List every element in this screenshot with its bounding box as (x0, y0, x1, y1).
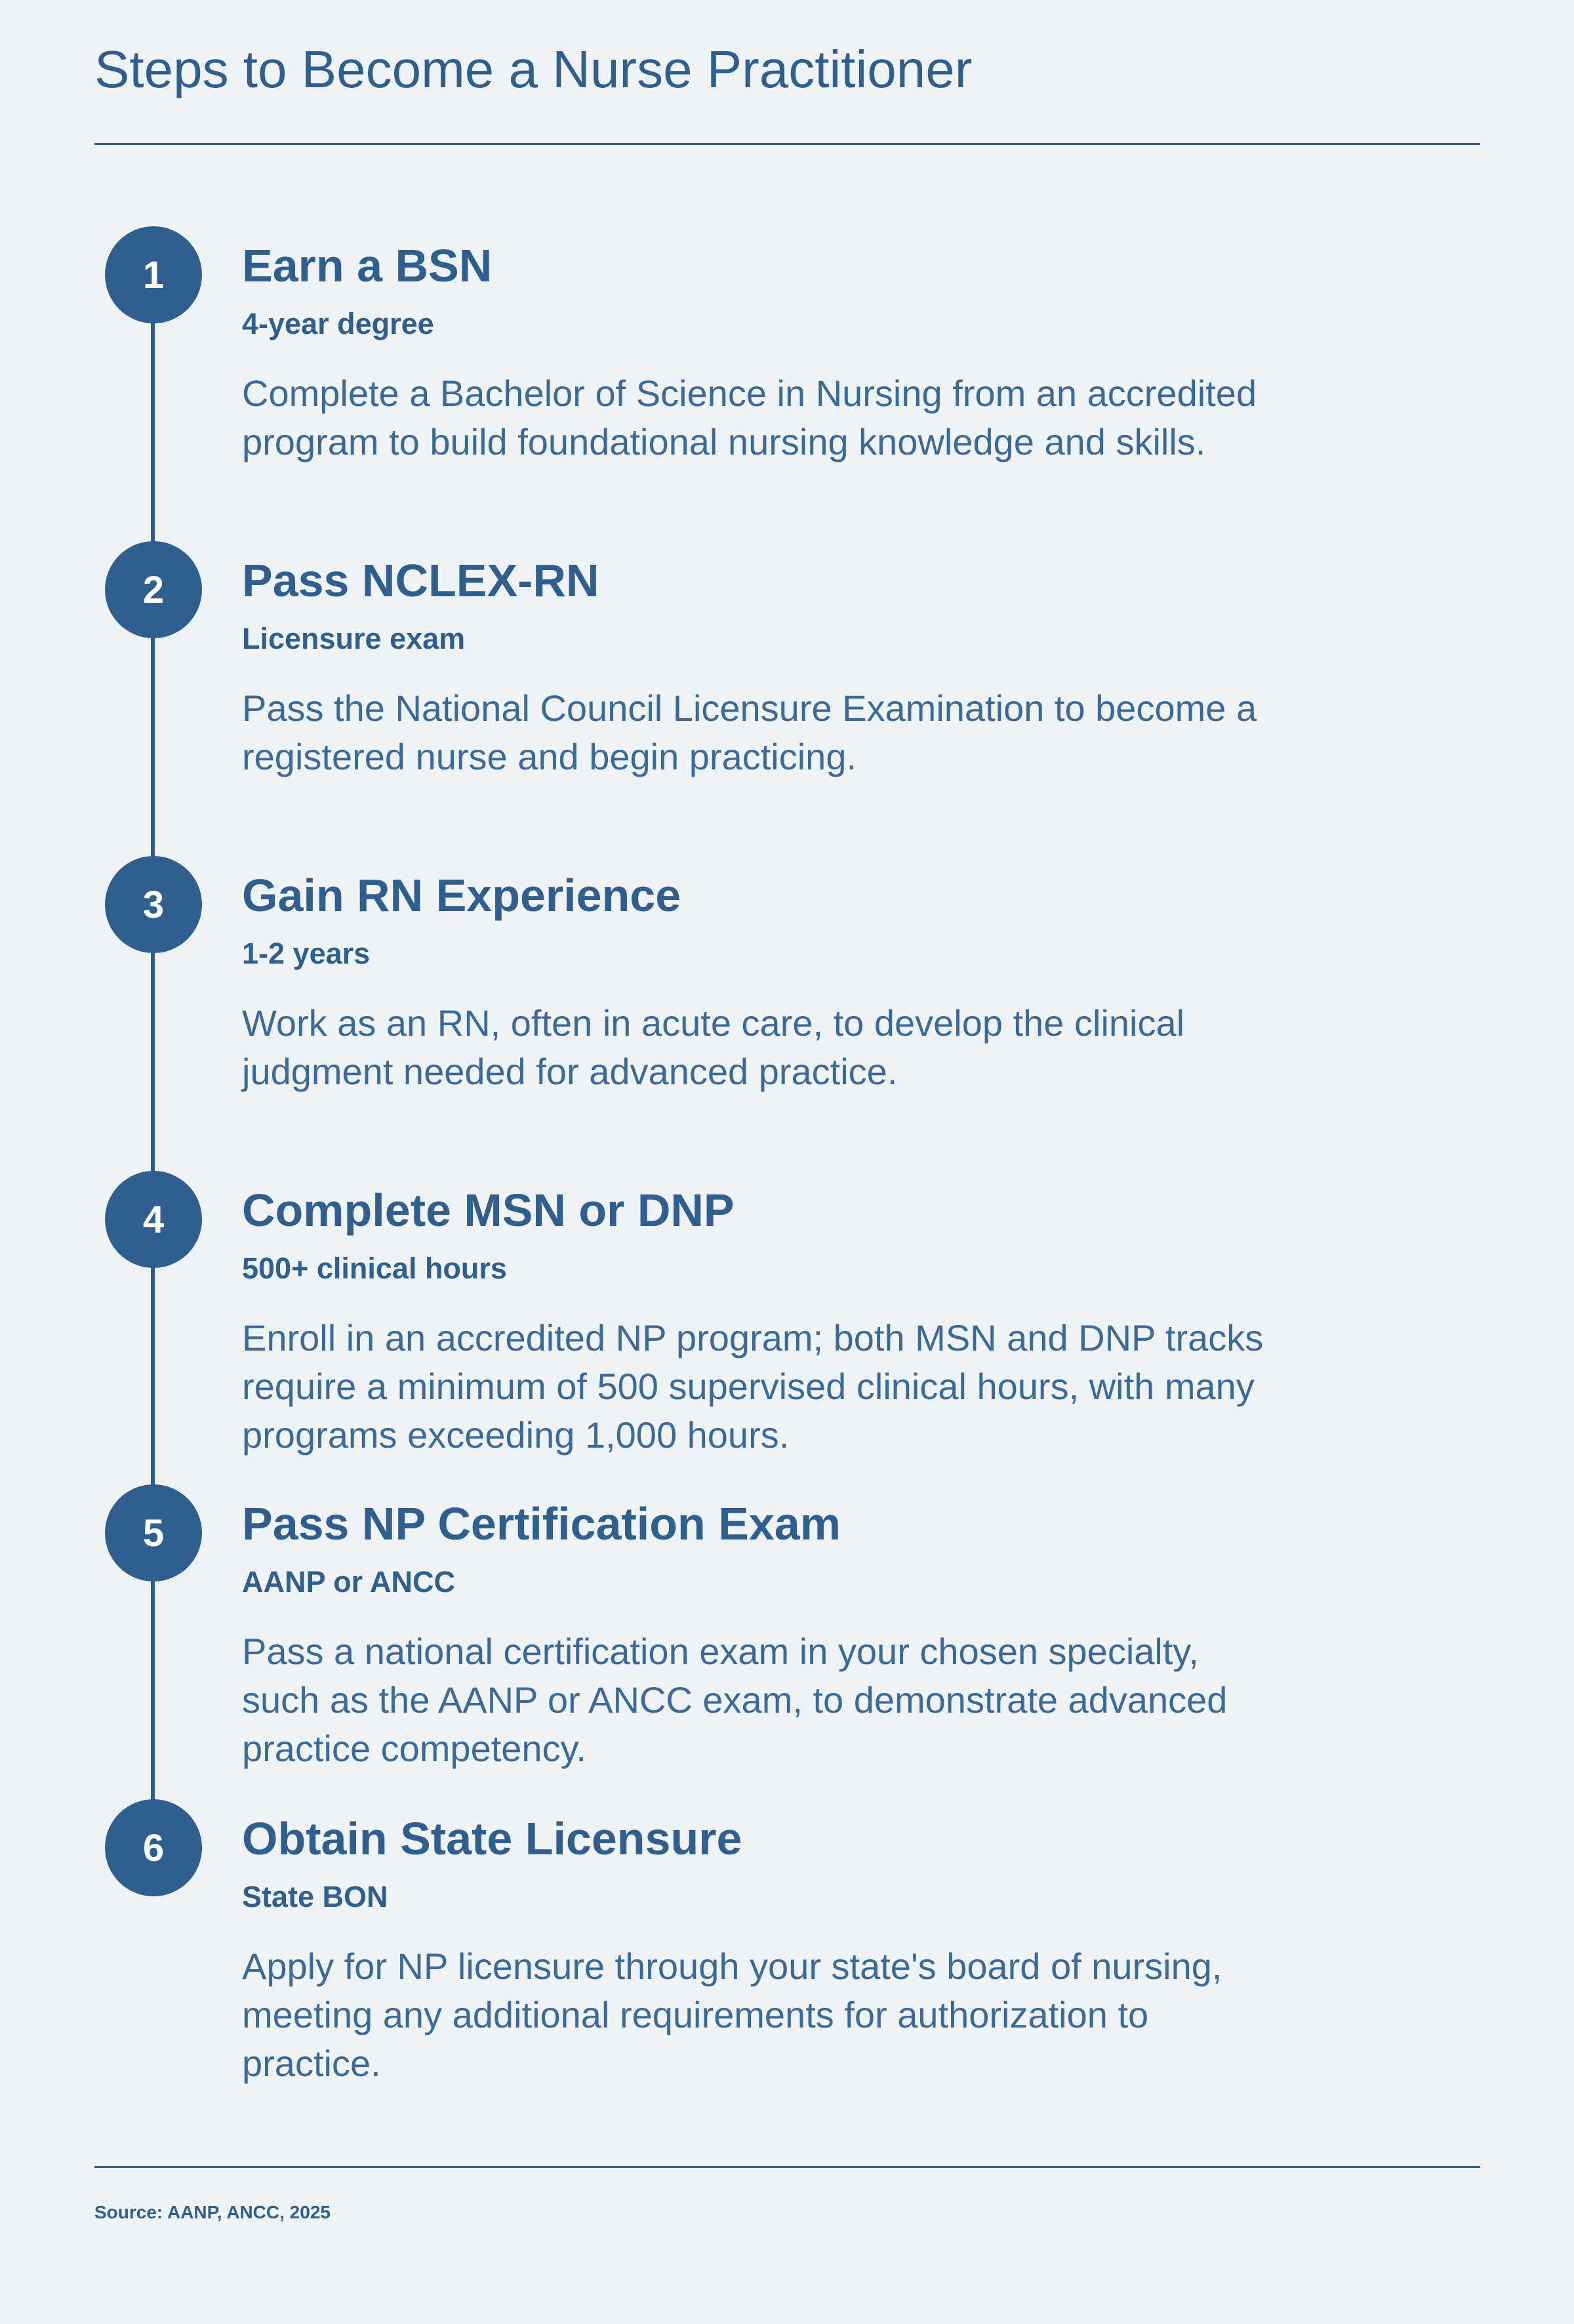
page-title: Steps to Become a Nurse Practitioner (94, 40, 973, 98)
step-title: Complete MSN or DNP (242, 1185, 735, 1236)
step-subtitle: 4-year degree (242, 307, 434, 340)
step-title: Earn a BSN (242, 240, 493, 291)
step-description: Pass a national certification exam in your chosen specialty, such as the AANP or ANCC exam, to demonstrate advanced practice competency. (242, 1631, 1228, 1769)
step-description: Work as an RN, often in acute care, to develop the clinical judgment needed for advanced practice. (242, 1002, 1185, 1092)
step-description: Enroll in an accredited NP program; both MSN and DNP tracks require a minimum of 500 supervised clinical hours, with many programs exceeding 1,000 hours. (242, 1317, 1264, 1456)
step-number-badge: 5 (105, 1484, 202, 1581)
step-description: Pass the National Council Licensure Examination to become a registered nurse and begin practicing. (242, 687, 1257, 777)
step-number-badge: 3 (105, 856, 202, 953)
step-title: Pass NP Certification Exam (242, 1498, 841, 1549)
source-note: Source: AANP, ANCC, 2025 (94, 2202, 331, 2222)
header-divider (94, 143, 1480, 145)
step-description: Apply for NP licensure through your state's board of nursing, meeting any additional requirements for authorization to practice. (242, 1946, 1222, 2084)
step-number-badge: 1 (105, 226, 202, 323)
step-subtitle: AANP or ANCC (242, 1565, 456, 1599)
step-subtitle: State BON (242, 1880, 388, 1913)
step-title: Gain RN Experience (242, 870, 681, 921)
step-number-badge: 2 (105, 541, 202, 638)
step-number-badge: 6 (105, 1799, 202, 1896)
step-description: Complete a Bachelor of Science in Nursing from an accredited program to build foundational nursing knowledge and skills. (242, 373, 1257, 462)
step-title: Obtain State Licensure (242, 1813, 742, 1864)
step-subtitle: 1-2 years (242, 937, 371, 970)
step-subtitle: Licensure exam (242, 622, 466, 655)
step-number-badge: 4 (105, 1171, 202, 1268)
footer-divider (94, 2166, 1480, 2168)
timeline-connector (151, 274, 155, 1850)
step-subtitle: 500+ clinical hours (242, 1252, 507, 1285)
step-title: Pass NCLEX-RN (242, 555, 599, 606)
